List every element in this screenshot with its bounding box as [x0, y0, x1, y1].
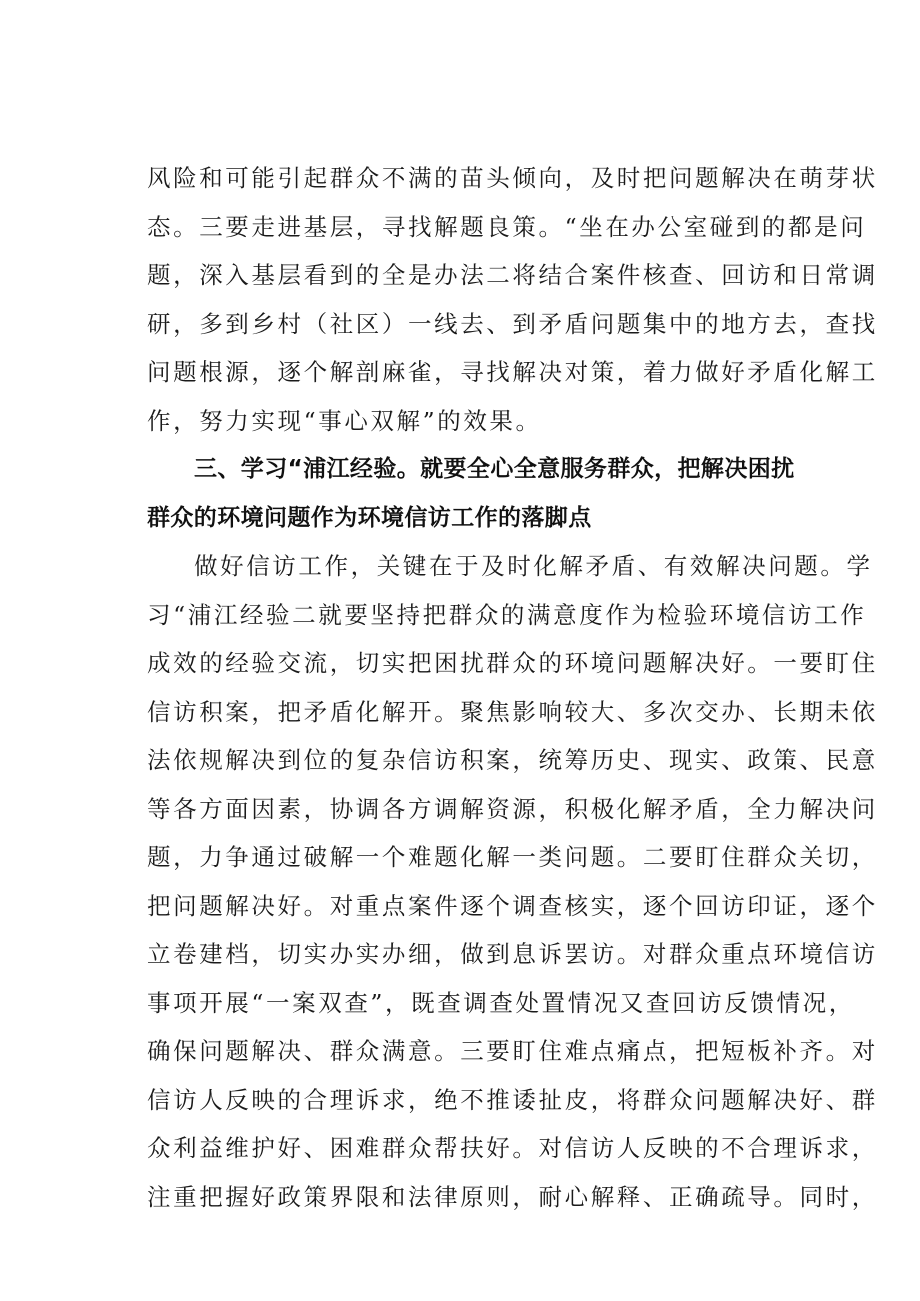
- paragraph-line: 问题根源，逐个解剖麻雀，寻找解决对策，着力做好矛盾化解工: [147, 358, 878, 386]
- paragraph-line: 成效的经验交流，切实把困扰群众的环境问题解决好。一要盯住: [147, 649, 878, 677]
- paragraph-line: 众利益维护好、困难群众帮扶好。对信访人反映的不合理诉求，: [147, 1134, 878, 1162]
- paragraph-line: 信访人反映的合理诉求，绝不推诿扯皮，将群众问题解决好、群: [147, 1085, 878, 1114]
- paragraph-line: 信访积案，把矛盾化解开。聚焦影响较大、多次交办、长期未依: [147, 697, 878, 726]
- paragraph-line: 作，努力实现“事心双解”的效果。: [147, 406, 542, 435]
- heading-line: 群众的环境问题作为环境信访工作的落脚点: [147, 504, 592, 531]
- paragraph-line: 确保问题解决、群众满意。三要盯住难点痛点，把短板补齐。对: [147, 1037, 878, 1065]
- paragraph-line: 题，深入基层看到的全是办法二将结合案件核查、回访和日常调: [147, 261, 878, 289]
- paragraph-2: [147, 542, 878, 1221]
- paragraph-line: 风险和可能引起群众不满的苗头倾向，及时把问题解决在萌芽状: [147, 164, 878, 192]
- paragraph-1: [147, 154, 878, 445]
- paragraph-line: 题，力争通过破解一个难题化解一类问题。二要盯住群众关切，: [147, 843, 878, 871]
- paragraph-line: 等各方面因素，协调各方调解资源，积极化解矛盾，全力解决问: [147, 794, 878, 823]
- paragraph-line: 习“浦江经验二就要坚持把群众的满意度作为检验环境信访工作: [147, 600, 867, 629]
- paragraph-line: 把问题解决好。对重点案件逐个调查核实，逐个回访印证，逐个: [147, 891, 878, 920]
- paragraph-line: 立卷建档，切实办实办细，做到息诉罢访。对群众重点环境信访: [147, 940, 878, 968]
- paragraph-line: 法依规解决到位的复杂信访积案，统筹历史、现实、政策、民意: [147, 746, 878, 774]
- paragraph-line: 做好信访工作，关键在于及时化解矛盾、有效解决问题。学: [194, 552, 873, 580]
- paragraph-line: 注重把握好政策界限和法律原则，耐心解释、正确疏导。同时，: [147, 1182, 878, 1211]
- heading-line: 三、学习“浦江经验。就要全心全意服务群众，把解决困扰: [194, 456, 795, 482]
- paragraph-line: 研，多到乡村（社区）一线去、到矛盾问题集中的地方去，查找: [147, 309, 878, 338]
- section-heading: [147, 445, 802, 542]
- paragraph-line: 态。三要走进基层，寻找解题良策。“坐在办公室碰到的都是问: [147, 212, 867, 241]
- document-body: [147, 154, 878, 1221]
- paragraph-line: 事项开展“一案双查”，既查调查处置情况又查回访反馈情况，: [147, 988, 855, 1017]
